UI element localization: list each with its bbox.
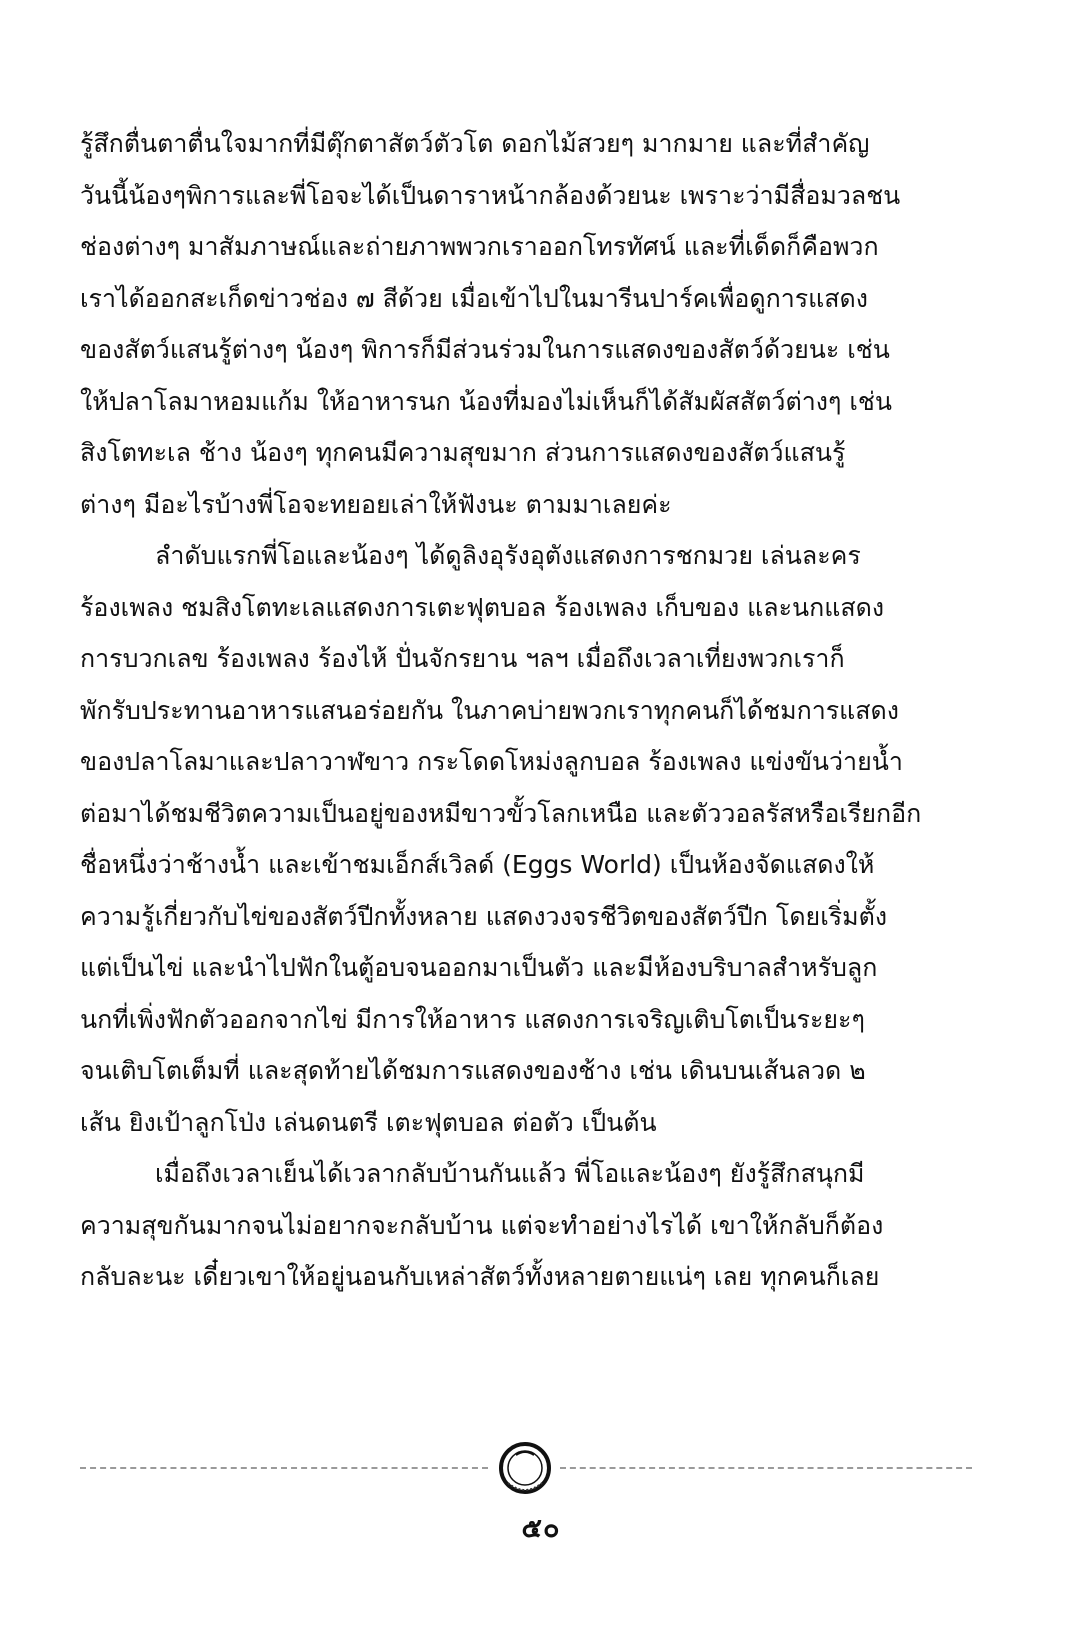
text-line: จนเติบโตเต็มที่ และสุดท้ายได้ชมการแสดงของช้าง เช่น เดินบนเส้นลวด ๒ [80, 1056, 866, 1085]
text-line: ต่อมาได้ชมชีวิตความเป็นอยู่ของหมีขาวขั้วโลกเหนือ และตัววอลรัสหรือเรียกอีก [80, 798, 922, 828]
text-line: เมื่อถึงเวลาเย็นได้เวลากลับบ้านกันแล้ว พี่โอและน้องๆ ยังรู้สึกสนุกมี [155, 1159, 865, 1188]
text-line: แต่เป็นไข่ และนำไปฟักในตู้อบจนออกมาเป็นตัว และมีห้องบริบาลสำหรับลูก [80, 953, 878, 982]
text-line: พักรับประทานอาหารแสนอร่อยกัน ในภาคบ่ายพวกเราทุกคนก็ได้ชมการแสดง [80, 695, 899, 725]
text-line: ความรู้เกี่ยวกับไข่ของสัตว์ปีกทั้งหลาย แสดงวงจรชีวิตของสัตว์ปีก โดยเริ่มตั้ง [80, 901, 888, 931]
text-line: เส้น ยิงเป้าลูกโป่ง เล่นดนตรี เตะฟุตบอล ต่อตัว เป็นต้น [80, 1107, 657, 1137]
text-line: รู้สึกตื่นตาตื่นใจมากที่มีตุ๊กตาสัตว์ตัวโต ดอกไม้สวยๆ มากมาย และที่สำคัญ [80, 129, 870, 158]
text-line: ร้องเพลง ชมสิงโตทะเลแสดงการเตะฟุตบอล ร้องเพลง เก็บของ และนกแสดง [80, 592, 885, 622]
paragraph [80, 118, 972, 530]
text-line: ของสัตว์แสนรู้ต่างๆ น้องๆ พิการก็มีส่วนร่วมในการแสดงของสัตว์ด้วยนะ เช่น [80, 335, 890, 364]
text-line: กลับละนะ เดี๋ยวเขาให้อยู่นอนกับเหล่าสัตว์ทั้งหลายตายแน่ๆ เลย ทุกคนก็เลย [80, 1262, 880, 1291]
circular-ornament-icon [494, 1437, 556, 1499]
footer-divider-left [80, 1467, 488, 1469]
text-line: นกที่เพิ่งฟักตัวออกจากไข่ มีการให้อาหาร แสดงการเจริญเติบโตเป็นระยะๆ [80, 1004, 865, 1034]
text-line: ชื่อหนึ่งว่าช้างน้ำ และเข้าชมเอ็กส์เวิลด์ (Eggs World) เป็นห้องจัดแสดงให้ [80, 850, 875, 879]
text-line: ลำดับแรกพี่โอและน้องๆ ได้ดูลิงอุรังอุตังแสดงการชกมวย เล่นละคร [155, 541, 861, 570]
text-line: ความสุขกันมากจนไม่อยากจะกลับบ้าน แต่จะทำอย่างไรได้ เขาให้กลับก็ต้อง [80, 1210, 884, 1240]
text-line: การบวกเลข ร้องเพลง ร้องไห้ ปั่นจักรยาน ฯลฯ เมื่อถึงเวลาเที่ยงพวกเราก็ [80, 644, 845, 673]
text-line: ของปลาโลมาและปลาวาฬขาว กระโดดโหม่งลูกบอล ร้องเพลง แข่งขันว่ายน้ำ [80, 747, 903, 776]
text-line: ต่างๆ มีอะไรบ้างพี่โอจะทยอยเล่าให้ฟังนะ ตามมาเลยค่ะ [80, 489, 672, 519]
text-line: วันนี้น้องๆพิการและพี่โอจะได้เป็นดาราหน้ากล้องด้วยนะ เพราะว่ามีสื่อมวลชน [80, 180, 901, 210]
text-line: สิงโตทะเล ช้าง น้องๆ ทุกคนมีความสุขมาก ส่วนการแสดงของสัตว์แสนรู้ [80, 438, 846, 467]
text-line: ช่องต่างๆ มาสัมภาษณ์และถ่ายภาพพวกเราออกโทรทัศน์ และที่เด็ดก็คือพวก [80, 232, 879, 261]
text-line: เราได้ออกสะเก็ดข่าวช่อง ๗ สีด้วย เมื่อเข้าไปในมารีนปาร์คเพื่อดูการแสดง [80, 283, 869, 313]
paragraph [80, 1148, 972, 1303]
body-text [80, 118, 972, 1303]
text-line: ให้ปลาโลมาหอมแก้ม ให้อาหารนก น้องที่มองไม่เห็นก็ได้สัมผัสสัตว์ต่างๆ เช่น [80, 386, 892, 416]
paragraph [80, 530, 972, 1148]
page-number: ๕๐ [521, 1513, 561, 1544]
footer-divider-right [560, 1467, 972, 1469]
